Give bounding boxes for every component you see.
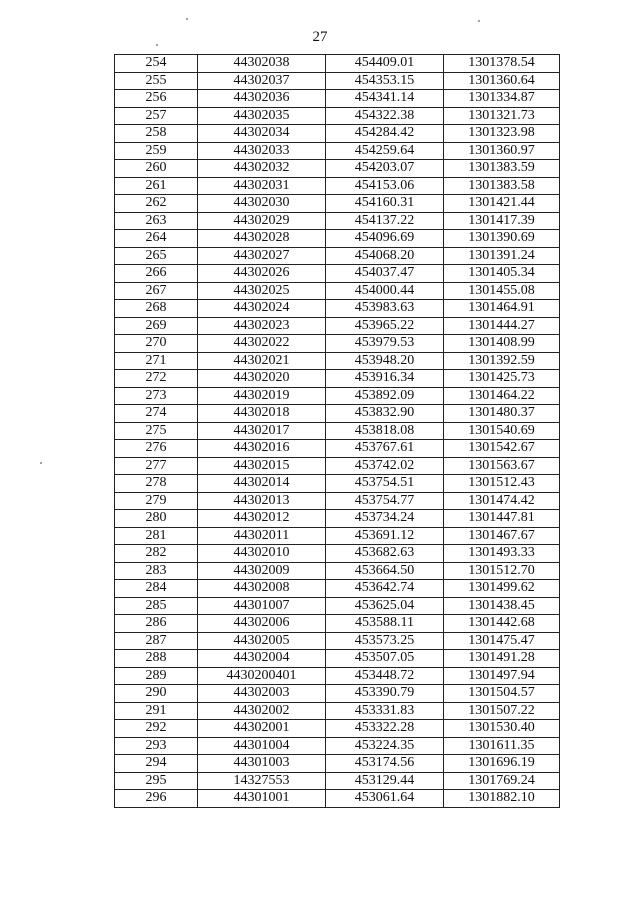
y-coordinate-cell: 1301360.97 [444,142,560,160]
table-row [115,422,560,440]
point-number-cell: 289 [115,667,198,685]
point-number-cell: 264 [115,230,198,248]
point-number-cell: 273 [115,387,198,405]
point-number-cell: 283 [115,562,198,580]
y-coordinate-cell: 1301512.70 [444,562,560,580]
point-id-cell: 44302022 [198,335,326,353]
point-number-cell: 268 [115,300,198,318]
table-row [115,230,560,248]
point-number-cell: 257 [115,107,198,125]
y-coordinate-cell: 1301334.87 [444,90,560,108]
table-row [115,387,560,405]
point-id-cell: 44302018 [198,405,326,423]
point-id-cell: 44302004 [198,650,326,668]
table-row [115,615,560,633]
x-coordinate-cell: 453691.12 [326,527,444,545]
point-number-cell: 259 [115,142,198,160]
scan-speck [40,462,42,464]
table-row [115,247,560,265]
point-number-cell: 260 [115,160,198,178]
table-row [115,405,560,423]
point-number-cell: 263 [115,212,198,230]
point-number-cell: 280 [115,510,198,528]
table-row [115,55,560,73]
point-number-cell: 293 [115,737,198,755]
y-coordinate-cell: 1301530.40 [444,720,560,738]
x-coordinate-cell: 454160.31 [326,195,444,213]
x-coordinate-cell: 453322.28 [326,720,444,738]
point-id-cell: 44301003 [198,755,326,773]
y-coordinate-cell: 1301421.44 [444,195,560,213]
point-number-cell: 277 [115,457,198,475]
point-id-cell: 44301001 [198,790,326,808]
x-coordinate-cell: 453664.50 [326,562,444,580]
point-number-cell: 274 [115,405,198,423]
point-id-cell: 44302037 [198,72,326,90]
point-number-cell: 284 [115,580,198,598]
table-row [115,702,560,720]
y-coordinate-cell: 1301504.57 [444,685,560,703]
point-number-cell: 282 [115,545,198,563]
x-coordinate-cell: 454137.22 [326,212,444,230]
scan-speck [478,20,480,22]
table-row [115,545,560,563]
point-id-cell: 44302010 [198,545,326,563]
point-number-cell: 262 [115,195,198,213]
coordinates-table-body [115,55,560,808]
point-number-cell: 272 [115,370,198,388]
point-number-cell: 294 [115,755,198,773]
x-coordinate-cell: 453642.74 [326,580,444,598]
table-row [115,440,560,458]
x-coordinate-cell: 453061.64 [326,790,444,808]
point-number-cell: 286 [115,615,198,633]
table-row [115,125,560,143]
x-coordinate-cell: 454068.20 [326,247,444,265]
table-row [115,335,560,353]
table-row [115,737,560,755]
table-row [115,317,560,335]
scan-speck [156,44,158,46]
point-id-cell: 44302032 [198,160,326,178]
table-row [115,685,560,703]
x-coordinate-cell: 453224.35 [326,737,444,755]
point-number-cell: 261 [115,177,198,195]
point-id-cell: 44301004 [198,737,326,755]
y-coordinate-cell: 1301392.59 [444,352,560,370]
table-row [115,632,560,650]
x-coordinate-cell: 454259.64 [326,142,444,160]
point-id-cell: 44302031 [198,177,326,195]
y-coordinate-cell: 1301696.19 [444,755,560,773]
point-id-cell: 44302038 [198,55,326,73]
y-coordinate-cell: 1301408.99 [444,335,560,353]
x-coordinate-cell: 453174.56 [326,755,444,773]
point-id-cell: 44302029 [198,212,326,230]
y-coordinate-cell: 1301542.67 [444,440,560,458]
point-id-cell: 44302019 [198,387,326,405]
point-number-cell: 296 [115,790,198,808]
x-coordinate-cell: 453979.53 [326,335,444,353]
table-row [115,195,560,213]
x-coordinate-cell: 453767.61 [326,440,444,458]
table-row [115,492,560,510]
x-coordinate-cell: 453892.09 [326,387,444,405]
scan-speck [186,18,188,20]
point-number-cell: 265 [115,247,198,265]
y-coordinate-cell: 1301512.43 [444,475,560,493]
table-row [115,142,560,160]
y-coordinate-cell: 1301497.94 [444,667,560,685]
table-row [115,667,560,685]
table-row [115,580,560,598]
x-coordinate-cell: 453832.90 [326,405,444,423]
point-id-cell: 44302001 [198,720,326,738]
table-row [115,90,560,108]
point-id-cell: 44301007 [198,597,326,615]
point-id-cell: 44302028 [198,230,326,248]
table-row [115,755,560,773]
point-id-cell: 44302027 [198,247,326,265]
x-coordinate-cell: 453818.08 [326,422,444,440]
table-row [115,212,560,230]
point-id-cell: 44302012 [198,510,326,528]
table-row [115,457,560,475]
x-coordinate-cell: 454153.06 [326,177,444,195]
point-number-cell: 292 [115,720,198,738]
x-coordinate-cell: 454322.38 [326,107,444,125]
y-coordinate-cell: 1301442.68 [444,615,560,633]
x-coordinate-cell: 454353.15 [326,72,444,90]
y-coordinate-cell: 1301417.39 [444,212,560,230]
point-id-cell: 44302017 [198,422,326,440]
y-coordinate-cell: 1301455.08 [444,282,560,300]
y-coordinate-cell: 1301383.58 [444,177,560,195]
y-coordinate-cell: 1301405.34 [444,265,560,283]
point-id-cell: 44302024 [198,300,326,318]
table-row [115,282,560,300]
y-coordinate-cell: 1301480.37 [444,405,560,423]
table-row [115,177,560,195]
point-number-cell: 281 [115,527,198,545]
point-number-cell: 270 [115,335,198,353]
point-id-cell: 44302020 [198,370,326,388]
table-row [115,72,560,90]
point-number-cell: 255 [115,72,198,90]
point-id-cell: 44302025 [198,282,326,300]
x-coordinate-cell: 453682.63 [326,545,444,563]
y-coordinate-cell: 1301563.67 [444,457,560,475]
x-coordinate-cell: 453734.24 [326,510,444,528]
y-coordinate-cell: 1301499.62 [444,580,560,598]
y-coordinate-cell: 1301360.64 [444,72,560,90]
y-coordinate-cell: 1301467.67 [444,527,560,545]
y-coordinate-cell: 1301507.22 [444,702,560,720]
x-coordinate-cell: 453588.11 [326,615,444,633]
x-coordinate-cell: 453390.79 [326,685,444,703]
table-row [115,527,560,545]
y-coordinate-cell: 1301378.54 [444,55,560,73]
table-row [115,772,560,790]
y-coordinate-cell: 1301611.35 [444,737,560,755]
point-number-cell: 254 [115,55,198,73]
y-coordinate-cell: 1301493.33 [444,545,560,563]
y-coordinate-cell: 1301540.69 [444,422,560,440]
table-row [115,475,560,493]
x-coordinate-cell: 454096.69 [326,230,444,248]
page-number: 27 [312,29,328,45]
point-id-cell: 44302011 [198,527,326,545]
table-row [115,265,560,283]
x-coordinate-cell: 454000.44 [326,282,444,300]
point-id-cell: 44302003 [198,685,326,703]
x-coordinate-cell: 453448.72 [326,667,444,685]
x-coordinate-cell: 454409.01 [326,55,444,73]
point-id-cell: 44302035 [198,107,326,125]
table-row [115,650,560,668]
coordinates-table [114,54,560,808]
point-id-cell: 4430200401 [198,667,326,685]
point-number-cell: 256 [115,90,198,108]
y-coordinate-cell: 1301383.59 [444,160,560,178]
x-coordinate-cell: 453507.05 [326,650,444,668]
point-number-cell: 271 [115,352,198,370]
x-coordinate-cell: 453742.02 [326,457,444,475]
point-number-cell: 276 [115,440,198,458]
x-coordinate-cell: 453331.83 [326,702,444,720]
x-coordinate-cell: 453573.25 [326,632,444,650]
x-coordinate-cell: 453916.34 [326,370,444,388]
point-id-cell: 44302013 [198,492,326,510]
x-coordinate-cell: 453754.51 [326,475,444,493]
point-number-cell: 278 [115,475,198,493]
table-row [115,510,560,528]
point-number-cell: 266 [115,265,198,283]
point-id-cell: 44302015 [198,457,326,475]
point-id-cell: 14327553 [198,772,326,790]
table-row [115,352,560,370]
y-coordinate-cell: 1301391.24 [444,247,560,265]
x-coordinate-cell: 454341.14 [326,90,444,108]
point-id-cell: 44302005 [198,632,326,650]
x-coordinate-cell: 454284.42 [326,125,444,143]
y-coordinate-cell: 1301323.98 [444,125,560,143]
table-row [115,160,560,178]
point-id-cell: 44302006 [198,615,326,633]
point-number-cell: 285 [115,597,198,615]
point-number-cell: 291 [115,702,198,720]
x-coordinate-cell: 453129.44 [326,772,444,790]
y-coordinate-cell: 1301474.42 [444,492,560,510]
point-id-cell: 44302026 [198,265,326,283]
point-id-cell: 44302033 [198,142,326,160]
y-coordinate-cell: 1301438.45 [444,597,560,615]
point-id-cell: 44302023 [198,317,326,335]
x-coordinate-cell: 454037.47 [326,265,444,283]
y-coordinate-cell: 1301475.47 [444,632,560,650]
x-coordinate-cell: 453965.22 [326,317,444,335]
x-coordinate-cell: 453625.04 [326,597,444,615]
point-id-cell: 44302016 [198,440,326,458]
x-coordinate-cell: 453983.63 [326,300,444,318]
point-number-cell: 287 [115,632,198,650]
y-coordinate-cell: 1301321.73 [444,107,560,125]
table-row [115,562,560,580]
point-number-cell: 267 [115,282,198,300]
point-number-cell: 275 [115,422,198,440]
table-row [115,790,560,808]
y-coordinate-cell: 1301444.27 [444,317,560,335]
table-row [115,370,560,388]
table-row [115,597,560,615]
y-coordinate-cell: 1301769.24 [444,772,560,790]
y-coordinate-cell: 1301464.22 [444,387,560,405]
y-coordinate-cell: 1301447.81 [444,510,560,528]
point-id-cell: 44302014 [198,475,326,493]
point-id-cell: 44302002 [198,702,326,720]
point-number-cell: 279 [115,492,198,510]
point-number-cell: 290 [115,685,198,703]
point-id-cell: 44302036 [198,90,326,108]
point-id-cell: 44302021 [198,352,326,370]
point-number-cell: 269 [115,317,198,335]
point-number-cell: 288 [115,650,198,668]
y-coordinate-cell: 1301425.73 [444,370,560,388]
table-row [115,720,560,738]
y-coordinate-cell: 1301390.69 [444,230,560,248]
point-number-cell: 295 [115,772,198,790]
point-id-cell: 44302030 [198,195,326,213]
point-number-cell: 258 [115,125,198,143]
point-id-cell: 44302008 [198,580,326,598]
table-row [115,300,560,318]
y-coordinate-cell: 1301882.10 [444,790,560,808]
table-row [115,107,560,125]
point-id-cell: 44302034 [198,125,326,143]
y-coordinate-cell: 1301464.91 [444,300,560,318]
point-id-cell: 44302009 [198,562,326,580]
x-coordinate-cell: 453754.77 [326,492,444,510]
x-coordinate-cell: 454203.07 [326,160,444,178]
x-coordinate-cell: 453948.20 [326,352,444,370]
y-coordinate-cell: 1301491.28 [444,650,560,668]
